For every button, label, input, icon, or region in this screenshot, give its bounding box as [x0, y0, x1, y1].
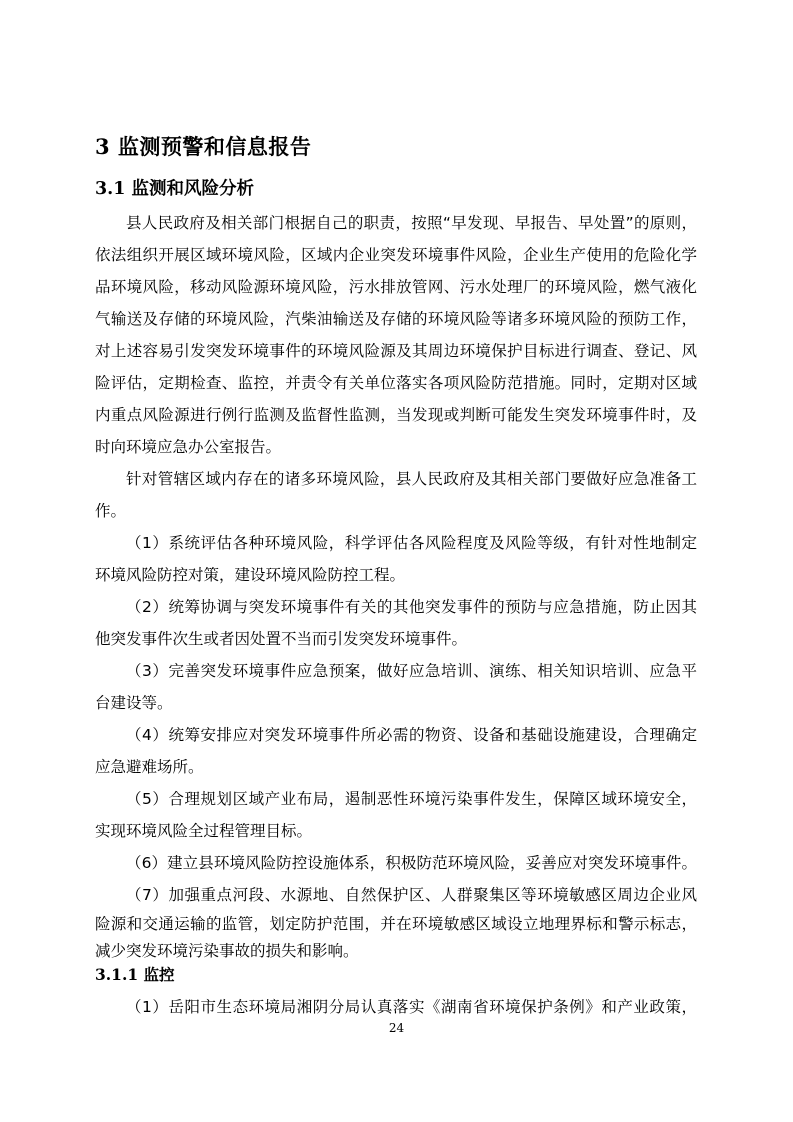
list-item-line: 应急避难场所。 — [95, 758, 204, 776]
page-number: 24 — [388, 1021, 405, 1035]
paragraph-line: 依法组织开展区域环境风险，区域内企业突发环境事件风险，企业生产使用的危险化学 — [95, 246, 697, 264]
list-item-line: 台建设等。 — [95, 694, 173, 712]
list-item-line: （3）完善突发环境事件应急预案，做好应急培训、演练、相关知识培训、应急平 — [126, 662, 697, 680]
list-item-line: （2）统筹协调与突发环境事件有关的其他突发事件的预防与应急措施，防止因其 — [126, 598, 697, 616]
list-item-line: （7）加强重点河段、水源地、自然保护区、人群聚集区等环境敏感区周边企业风 — [126, 886, 697, 904]
paragraph-line: 对上述容易引发突发环境事件的环境风险源及其周边环境保护目标进行调查、登记、风 — [95, 342, 697, 360]
paragraph-line: 气输送及存储的环境风险，汽柴油输送及存储的环境风险等诸多环境风险的预防工作， — [95, 310, 697, 328]
paragraph-line: 针对管辖区域内存在的诸多环境风险，县人民政府及其相关部门要做好应急准备工 — [126, 470, 697, 488]
list-item-line: 险源和交通运输的监管，划定防护范围，并在环境敏感区域设立地理界标和警示标志， — [95, 915, 697, 933]
list-item-line: （4）统筹安排应对突发环境事件所必需的物资、设备和基础设施建设，合理确定 — [126, 726, 697, 744]
section-heading: 3.1 监测和风险分析 — [95, 179, 255, 199]
list-item-line: （5）合理规划区域产业布局，遏制恶性环境污染事件发生，保障区域环境安全， — [126, 790, 697, 808]
chapter-heading: 3 监测预警和信息报告 — [95, 134, 312, 159]
paragraph-line: 险评估，定期检查、监控，并责令有关单位落实各项风险防范措施。同时，定期对区域 — [95, 374, 697, 392]
list-item-line: （1）系统评估各种环境风险，科学评估各风险程度及风险等级，有针对性地制定 — [126, 534, 697, 552]
paragraph-line: 作。 — [95, 502, 127, 520]
paragraph-line: 品环境风险，移动风险源环境风险，污水排放管网、污水处理厂的环境风险，燃气液化 — [95, 278, 697, 296]
list-item-line: 环境风险防控对策，建设环境风险防控工程。 — [95, 566, 406, 584]
paragraph-line: 内重点风险源进行例行监测及监督性监测，当发现或判断可能发生突发环境事件时，及 — [95, 406, 697, 424]
paragraph-line: 时向环境应急办公室报告。 — [95, 438, 282, 456]
list-item-line: （1）岳阳市生态环境局湘阴分局认真落实《湖南省环境保护条例》和产业政策， — [126, 998, 697, 1016]
subsection-heading: 3.1.1 监控 — [95, 965, 175, 984]
list-item-line: 减少突发环境污染事故的损失和影响。 — [95, 942, 359, 960]
paragraph-line: 县人民政府及相关部门根据自己的职责，按照“早发现、早报告、早处置”的原则， — [126, 214, 697, 232]
list-item-line: 他突发事件次生或者因处置不当而引发突发环境事件。 — [95, 630, 468, 648]
list-item-line: 实现环境风险全过程管理目标。 — [95, 822, 313, 840]
list-item-line: （6）建立县环境风险防控设施体系，积极防范环境风险，妥善应对突发环境事件。 — [126, 854, 697, 872]
